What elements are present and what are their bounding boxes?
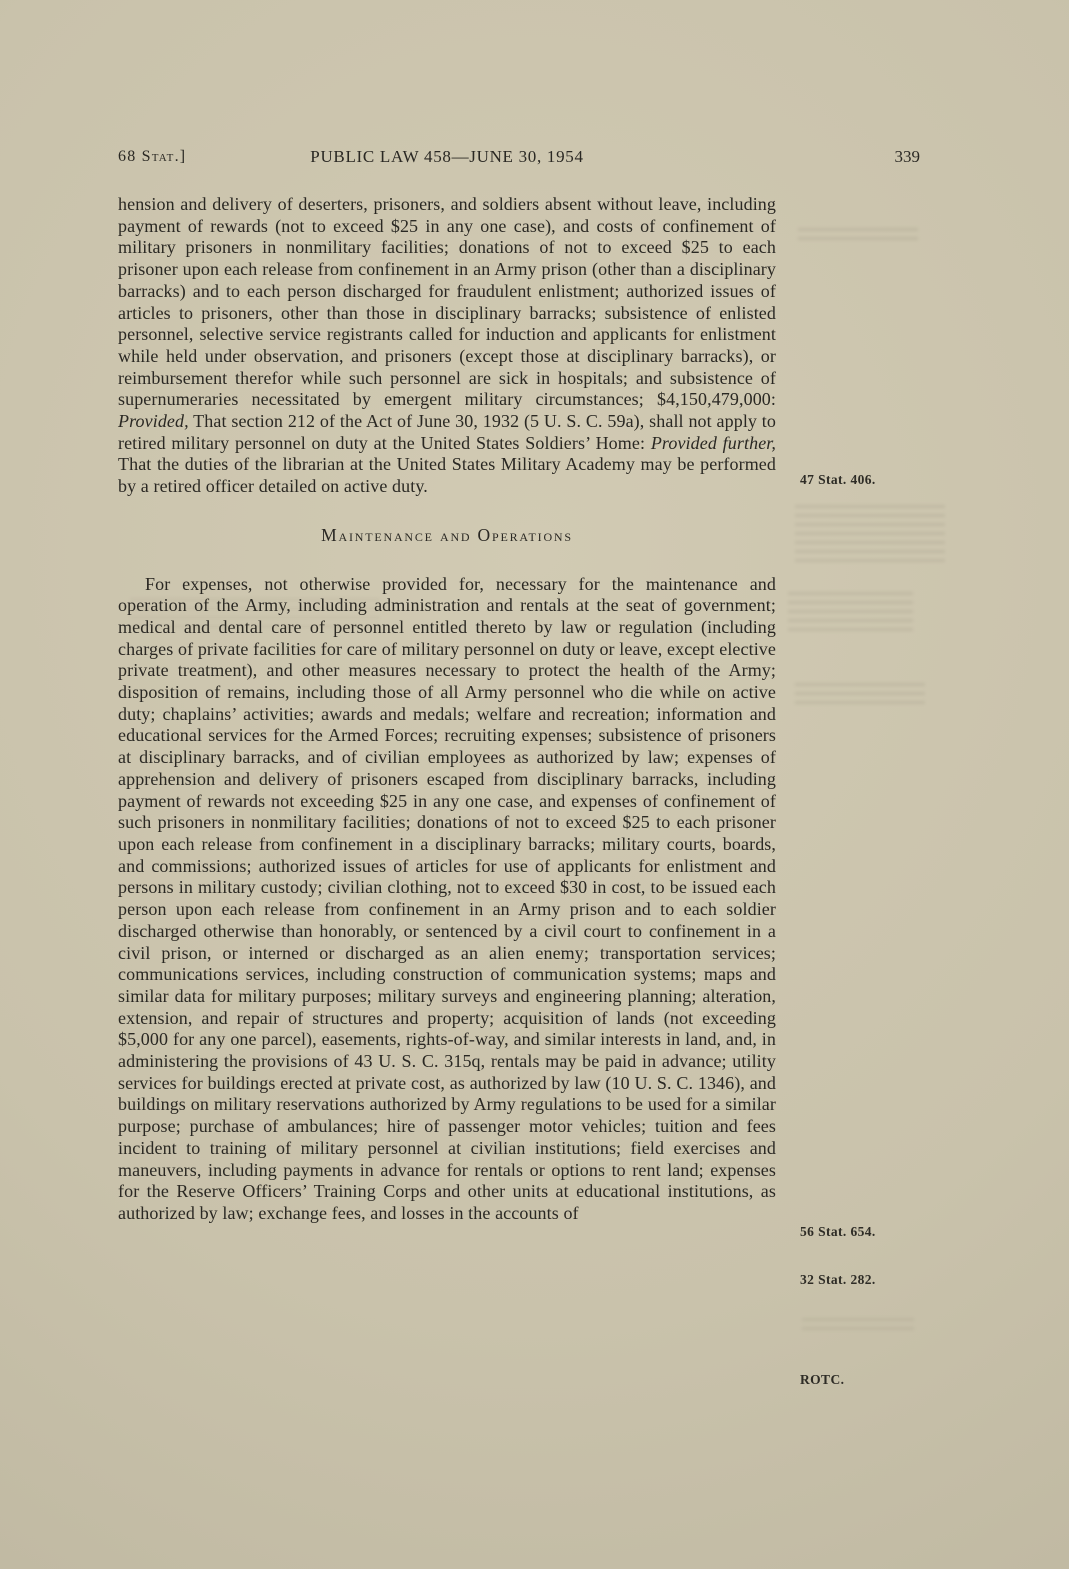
bleedthrough-artifact (788, 592, 913, 634)
main-text-column (118, 194, 776, 1225)
paragraph-appropriation: For expenses, not otherwise provided for, necessary for the maintenance and operation of the Army, including administration and rentals at the seat of government; medical and dental care of personnel entitled thereto by law or regulation (including charges of private facilities for care of military personnel on duty or leave, except elective private treatment), and other measures necessary to protect the health of the Army; disposition of remains, including those of all Army personnel who die while on active duty; chaplains’ activities; awards and medals; welfare and recreation; information and educational services for the Armed Forces; recruiting expenses; subsistence of prisoners at disciplinary barracks, and of civilian employees as authorized by law; expenses of apprehension and delivery of prisoners escaped from disciplinary barracks, including payment of rewards not exceeding $25 in any one case, and expenses of confinement of such prisoners in nonmilitary facilities; donations of not to exceed $25 to each prisoner upon each release from confinement in a disciplinary barracks; military courts, boards, and commissions; authorized issues of articles for use of applicants for enlistment and persons in military custody; civilian clothing, not to exceed $30 in cost, to be issued each person upon each release from confinement in an Army prison and to each soldier discharged otherwise than honorably, or sentenced by a civil court to confinement in a civil prison, or interned or discharged as an alien enemy; transportation services; communications services, including construction of communication systems; maps and similar data for military purposes; military surveys and engineering planning; alteration, extension, and repair of structures and property; acquisition of lands (not exceeding $5,000 for any one parcel), easements, rights-of-way, and similar interests in land, and, in administering the provisions of 43 U. S. C. 315q, rentals may be paid in advance; utility services for buildings erected at private cost, as authorized by law (10 U. S. C. 1346), and buildings on military reservations authorized by Army regulations to be used for a similar purpose; purchase of ambulances; hire of passenger motor vehicles; tuition and fees incident to training of military personnel at civilian institutions; field exercises and maneuvers, including payments in advance for rentals or options to rent land; expenses for the Reserve Officers’ Training Corps and other units at educational institutions, as authorized by law; exchange fees, and losses in the accounts of (118, 573, 776, 1223)
paragraph-continuation: hension and delivery of deserters, prisoners, and soldiers absent without leave, including payment of rewards (not to exceed $25 in any one case), and costs of confinement of military prisoners in nonmilitary facilities; donations of not to exceed $25 to each prisoner upon each release from confinement in an Army prison (other than a disciplinary barracks) and to each person discharged for fraudulent enlistment; authorized issues of articles to prisoners, other than those in disciplinary barracks; subsistence of enlisted personnel, selective service registrants called for induction and applicants for enlistment while held under observation, and prisoners (except those at disciplinary barracks), or reimbursement therefor while such personnel are sick in hospitals; and subsistence of supernumeraries necessitated by emergent military circumstances; $4,150,479,000: Provided, That section 212 of the Act of June 30, 1932 (5 U. S. C. 59a), shall not apply to retired military personnel on duty at the United States Soldiers’ Home: Provided further, That the duties of the librarian at the United States Military Academy may be performed by a retired officer detailed on active duty. (118, 194, 776, 497)
margin-note-56-stat: 56 Stat. 654. (800, 1224, 876, 1239)
margin-note-47-stat: 47 Stat. 406. (800, 472, 876, 487)
margin-note-32-stat: 32 Stat. 282. (800, 1272, 876, 1287)
bleedthrough-artifact (798, 228, 918, 240)
bleedthrough-artifact (795, 505, 945, 567)
law-title-header: PUBLIC LAW 458—JUNE 30, 1954 (310, 147, 584, 166)
bleedthrough-artifact (802, 1318, 914, 1332)
bleedthrough-artifact (795, 683, 925, 709)
statute-volume-ref: 68 Stat.] (118, 148, 187, 165)
margin-note-rotc: ROTC. (800, 1372, 845, 1387)
page-number: 339 (894, 147, 920, 166)
section-heading: Maintenance and Operations (321, 524, 573, 545)
